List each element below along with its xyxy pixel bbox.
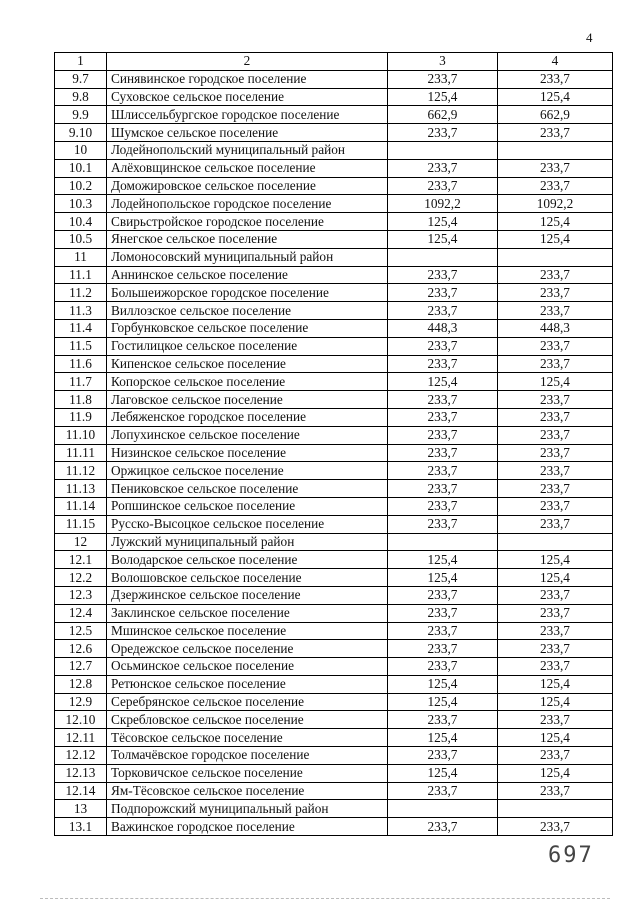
row-value-col3-cell: 233,7 (388, 480, 498, 498)
row-value-col3-cell: 233,7 (388, 640, 498, 658)
row-value-col3-cell: 233,7 (388, 266, 498, 284)
row-number-cell: 10.4 (55, 213, 107, 231)
row-value-col4-cell: 233,7 (498, 658, 613, 676)
table-row (55, 675, 613, 693)
table-row (55, 302, 613, 320)
row-value-col3-cell: 125,4 (388, 569, 498, 587)
row-number-cell: 11.15 (55, 515, 107, 533)
row-value-col4-cell: 233,7 (498, 586, 613, 604)
row-number-cell: 12.3 (55, 586, 107, 604)
table-row (55, 747, 613, 765)
row-value-col3-cell: 233,7 (388, 159, 498, 177)
row-name-cell: Гостилицкое сельское поселение (107, 337, 388, 355)
row-value-col4-cell: 662,9 (498, 106, 613, 124)
table-row (55, 391, 613, 409)
row-value-col4-cell: 125,4 (498, 675, 613, 693)
row-value-col4-cell: 233,7 (498, 426, 613, 444)
row-number-cell: 12.10 (55, 711, 107, 729)
row-name-cell: Лебяженское городское поселение (107, 408, 388, 426)
row-number-cell: 10.3 (55, 195, 107, 213)
row-value-col3-cell: 233,7 (388, 284, 498, 302)
row-name-cell: Лодейнопольский муниципальный район (107, 141, 388, 159)
row-value-col4-cell (498, 533, 613, 551)
row-number-cell: 11.7 (55, 373, 107, 391)
row-name-cell: Ям-Тёсовское сельское поселение (107, 782, 388, 800)
row-value-col3-cell (388, 141, 498, 159)
row-name-cell: Янегское сельское поселение (107, 230, 388, 248)
table-row (55, 70, 613, 88)
row-number-cell: 12.1 (55, 551, 107, 569)
row-value-col3-cell: 233,7 (388, 337, 498, 355)
row-number-cell: 10.1 (55, 159, 107, 177)
row-value-col4-cell: 233,7 (498, 497, 613, 515)
row-number-cell: 12.9 (55, 693, 107, 711)
row-value-col4-cell: 125,4 (498, 230, 613, 248)
row-value-col3-cell: 233,7 (388, 355, 498, 373)
row-number-cell: 12.2 (55, 569, 107, 587)
table-row (55, 640, 613, 658)
table-row (55, 658, 613, 676)
row-value-col4-cell: 233,7 (498, 462, 613, 480)
table-row (55, 213, 613, 231)
row-name-cell: Синявинское городское поселение (107, 70, 388, 88)
row-name-cell: Лопухинское сельское поселение (107, 426, 388, 444)
table-row (55, 533, 613, 551)
column-header-3: 3 (388, 53, 498, 71)
table-row (55, 515, 613, 533)
row-value-col3-cell: 233,7 (388, 586, 498, 604)
table-row (55, 800, 613, 818)
table-row (55, 586, 613, 604)
row-value-col4-cell: 233,7 (498, 604, 613, 622)
row-number-cell: 10.5 (55, 230, 107, 248)
row-value-col3-cell: 233,7 (388, 622, 498, 640)
row-name-cell: Володарское сельское поселение (107, 551, 388, 569)
table-row (55, 124, 613, 142)
row-name-cell: Ломоносовский муниципальный район (107, 248, 388, 266)
row-name-cell: Торковичское сельское поселение (107, 764, 388, 782)
row-number-cell: 11.3 (55, 302, 107, 320)
table-row (55, 195, 613, 213)
table-row (55, 569, 613, 587)
table-row (55, 177, 613, 195)
row-value-col4-cell: 233,7 (498, 70, 613, 88)
row-number-cell: 11.6 (55, 355, 107, 373)
row-name-cell: Важинское городское поселение (107, 818, 388, 836)
table-row (55, 729, 613, 747)
row-value-col4-cell: 233,7 (498, 818, 613, 836)
row-value-col3-cell: 662,9 (388, 106, 498, 124)
row-name-cell: Русско-Высоцкое сельское поселение (107, 515, 388, 533)
row-name-cell: Кипенское сельское поселение (107, 355, 388, 373)
table-row (55, 248, 613, 266)
row-value-col3-cell (388, 248, 498, 266)
row-value-col4-cell: 233,7 (498, 747, 613, 765)
row-name-cell: Дзержинское сельское поселение (107, 586, 388, 604)
row-name-cell: Виллозское сельское поселение (107, 302, 388, 320)
row-value-col4-cell (498, 800, 613, 818)
row-number-cell: 11 (55, 248, 107, 266)
table-row (55, 408, 613, 426)
table-row (55, 337, 613, 355)
row-number-cell: 9.8 (55, 88, 107, 106)
row-value-col4-cell: 233,7 (498, 124, 613, 142)
row-number-cell: 12 (55, 533, 107, 551)
row-value-col3-cell (388, 800, 498, 818)
table-row (55, 480, 613, 498)
table-row (55, 444, 613, 462)
bottom-edge-line (40, 898, 610, 899)
row-number-cell: 11.2 (55, 284, 107, 302)
row-name-cell: Алёховщинское сельское поселение (107, 159, 388, 177)
row-value-col4-cell: 233,7 (498, 177, 613, 195)
row-name-cell: Суховское сельское поселение (107, 88, 388, 106)
row-number-cell: 11.10 (55, 426, 107, 444)
table-row (55, 266, 613, 284)
row-value-col3-cell: 125,4 (388, 230, 498, 248)
row-value-col3-cell: 125,4 (388, 693, 498, 711)
row-number-cell: 10 (55, 141, 107, 159)
row-number-cell: 12.14 (55, 782, 107, 800)
row-name-cell: Копорское сельское поселение (107, 373, 388, 391)
column-header-4: 4 (498, 53, 613, 71)
row-number-cell: 13.1 (55, 818, 107, 836)
row-value-col3-cell: 233,7 (388, 515, 498, 533)
row-number-cell: 12.5 (55, 622, 107, 640)
row-name-cell: Оредежское сельское поселение (107, 640, 388, 658)
row-value-col3-cell: 233,7 (388, 462, 498, 480)
row-number-cell: 12.13 (55, 764, 107, 782)
row-name-cell: Лодейнопольское городское поселение (107, 195, 388, 213)
row-number-cell: 12.7 (55, 658, 107, 676)
row-value-col3-cell: 233,7 (388, 711, 498, 729)
row-name-cell: Серебрянское сельское поселение (107, 693, 388, 711)
row-name-cell: Оржицкое сельское поселение (107, 462, 388, 480)
row-value-col3-cell: 125,4 (388, 729, 498, 747)
row-name-cell: Большеижорское городское поселение (107, 284, 388, 302)
row-value-col4-cell (498, 248, 613, 266)
row-value-col4-cell: 125,4 (498, 551, 613, 569)
row-name-cell: Свирьстройское городское поселение (107, 213, 388, 231)
row-value-col4-cell: 125,4 (498, 213, 613, 231)
row-value-col4-cell: 233,7 (498, 782, 613, 800)
table-row (55, 141, 613, 159)
table-row (55, 764, 613, 782)
distribution-table (54, 52, 613, 836)
row-value-col3-cell: 233,7 (388, 604, 498, 622)
table-row (55, 622, 613, 640)
row-value-col3-cell: 233,7 (388, 444, 498, 462)
table-header-row (55, 53, 613, 71)
table-row (55, 159, 613, 177)
table-row (55, 551, 613, 569)
row-value-col3-cell: 233,7 (388, 124, 498, 142)
row-number-cell: 9.9 (55, 106, 107, 124)
row-number-cell: 12.4 (55, 604, 107, 622)
row-number-cell: 11.5 (55, 337, 107, 355)
row-value-col4-cell: 233,7 (498, 391, 613, 409)
row-name-cell: Пениковское сельское поселение (107, 480, 388, 498)
row-value-col3-cell: 125,4 (388, 764, 498, 782)
row-value-col4-cell: 233,7 (498, 355, 613, 373)
row-number-cell: 13 (55, 800, 107, 818)
table-row (55, 106, 613, 124)
table-row (55, 462, 613, 480)
table-row (55, 230, 613, 248)
row-value-col4-cell: 233,7 (498, 622, 613, 640)
row-value-col3-cell: 233,7 (388, 497, 498, 515)
row-name-cell: Заклинское сельское поселение (107, 604, 388, 622)
row-name-cell: Осьминское сельское поселение (107, 658, 388, 676)
row-value-col4-cell: 233,7 (498, 408, 613, 426)
row-number-cell: 11.14 (55, 497, 107, 515)
row-number-cell: 9.10 (55, 124, 107, 142)
table-row (55, 711, 613, 729)
row-name-cell: Ропшинское сельское поселение (107, 497, 388, 515)
row-value-col4-cell: 233,7 (498, 480, 613, 498)
row-number-cell: 12.12 (55, 747, 107, 765)
row-name-cell: Мшинское сельское поселение (107, 622, 388, 640)
row-value-col3-cell: 233,7 (388, 391, 498, 409)
row-number-cell: 11.8 (55, 391, 107, 409)
row-value-col3-cell: 125,4 (388, 373, 498, 391)
column-header-2: 2 (107, 53, 388, 71)
row-name-cell: Доможировское сельское поселение (107, 177, 388, 195)
table-row (55, 319, 613, 337)
row-value-col4-cell: 233,7 (498, 284, 613, 302)
row-name-cell: Горбунковское сельское поселение (107, 319, 388, 337)
table-row (55, 284, 613, 302)
row-name-cell: Низинское сельское поселение (107, 444, 388, 462)
row-value-col4-cell: 233,7 (498, 302, 613, 320)
row-name-cell: Тёсовское сельское поселение (107, 729, 388, 747)
row-name-cell: Аннинское сельское поселение (107, 266, 388, 284)
table-row (55, 373, 613, 391)
row-value-col4-cell: 125,4 (498, 569, 613, 587)
row-name-cell: Подпорожский муниципальный район (107, 800, 388, 818)
row-value-col4-cell: 233,7 (498, 266, 613, 284)
row-value-col3-cell: 233,7 (388, 302, 498, 320)
row-value-col4-cell: 125,4 (498, 373, 613, 391)
row-number-cell: 9.7 (55, 70, 107, 88)
table-row (55, 88, 613, 106)
row-value-col4-cell: 125,4 (498, 729, 613, 747)
row-number-cell: 11.12 (55, 462, 107, 480)
handwritten-page-stamp: 697 (548, 843, 594, 868)
row-value-col3-cell: 233,7 (388, 177, 498, 195)
row-number-cell: 11.13 (55, 480, 107, 498)
row-number-cell: 12.11 (55, 729, 107, 747)
row-number-cell: 11.1 (55, 266, 107, 284)
page-number: 4 (586, 30, 593, 45)
row-value-col3-cell: 125,4 (388, 213, 498, 231)
row-name-cell: Лаговское сельское поселение (107, 391, 388, 409)
row-name-cell: Шлиссельбургское городское поселение (107, 106, 388, 124)
row-value-col4-cell (498, 141, 613, 159)
row-number-cell: 11.9 (55, 408, 107, 426)
row-value-col3-cell (388, 533, 498, 551)
row-value-col4-cell: 125,4 (498, 693, 613, 711)
row-value-col3-cell: 233,7 (388, 818, 498, 836)
row-value-col3-cell: 125,4 (388, 675, 498, 693)
row-value-col4-cell: 233,7 (498, 337, 613, 355)
row-value-col3-cell: 233,7 (388, 70, 498, 88)
row-value-col3-cell: 125,4 (388, 551, 498, 569)
row-name-cell: Толмачёвское городское поселение (107, 747, 388, 765)
table-row (55, 355, 613, 373)
row-name-cell: Скребловское сельское поселение (107, 711, 388, 729)
row-value-col3-cell: 233,7 (388, 426, 498, 444)
row-value-col4-cell: 233,7 (498, 159, 613, 177)
row-value-col4-cell: 233,7 (498, 515, 613, 533)
table-row (55, 497, 613, 515)
row-value-col3-cell: 1092,2 (388, 195, 498, 213)
row-value-col4-cell: 233,7 (498, 640, 613, 658)
row-name-cell: Лужский муниципальный район (107, 533, 388, 551)
table-row (55, 426, 613, 444)
row-value-col3-cell: 233,7 (388, 658, 498, 676)
column-header-1: 1 (55, 53, 107, 71)
row-value-col3-cell: 233,7 (388, 408, 498, 426)
table-row (55, 693, 613, 711)
row-value-col4-cell: 233,7 (498, 444, 613, 462)
row-number-cell: 12.8 (55, 675, 107, 693)
row-value-col3-cell: 233,7 (388, 782, 498, 800)
row-number-cell: 10.2 (55, 177, 107, 195)
row-number-cell: 11.4 (55, 319, 107, 337)
row-value-col4-cell: 125,4 (498, 764, 613, 782)
row-value-col3-cell: 233,7 (388, 747, 498, 765)
row-value-col3-cell: 448,3 (388, 319, 498, 337)
row-name-cell: Волошовское сельское поселение (107, 569, 388, 587)
row-number-cell: 12.6 (55, 640, 107, 658)
table-row (55, 604, 613, 622)
row-name-cell: Ретюнское сельское поселение (107, 675, 388, 693)
row-value-col4-cell: 125,4 (498, 88, 613, 106)
table-row (55, 782, 613, 800)
row-value-col4-cell: 233,7 (498, 711, 613, 729)
row-value-col3-cell: 125,4 (388, 88, 498, 106)
row-number-cell: 11.11 (55, 444, 107, 462)
table-row (55, 818, 613, 836)
row-value-col4-cell: 1092,2 (498, 195, 613, 213)
row-value-col4-cell: 448,3 (498, 319, 613, 337)
row-name-cell: Шумское сельское поселение (107, 124, 388, 142)
